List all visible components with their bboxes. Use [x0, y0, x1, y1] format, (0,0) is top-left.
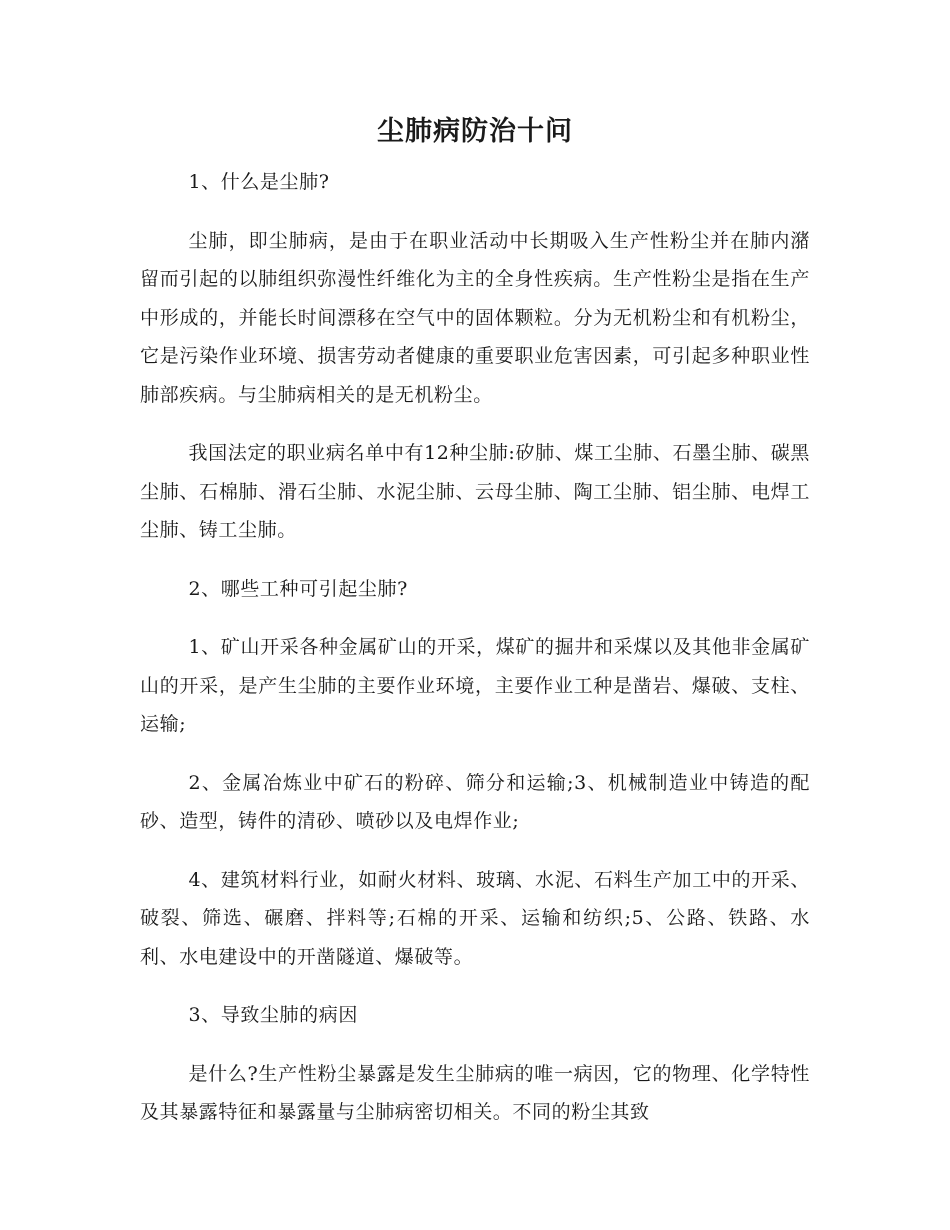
question-heading-2: 2、哪些工种可引起尘肺?	[188, 577, 408, 600]
answer-paragraph-types: 我国法定的职业病名单中有12种尘肺:矽肺、煤工尘肺、石墨尘肺、碳黑尘肺、石棉肺、滑石尘肺、水泥尘肺、云母尘肺、陶工尘肺、铝尘肺、电焊工尘肺、铸工尘肺。	[140, 442, 810, 541]
answer-paragraph-mining: 1、矿山开采各种金属矿山的开采，煤矿的掘井和采煤以及其他非金属矿山的开采，是产生尘肺的主要作业环境，主要作业工种是凿岩、爆破、支柱、运输;	[140, 636, 810, 735]
question-heading-1: 1、什么是尘肺?	[188, 171, 330, 193]
document-body	[140, 163, 810, 1152]
answer-paragraph-cause: 是什么?生产性粉尘暴露是发生尘肺病的唯一病因，它的物理、化学特性及其暴露特征和暴露量与尘肺病密切相关。不同的粉尘其致	[140, 1062, 810, 1123]
answer-paragraph-metallurgy: 2、金属冶炼业中矿石的粉碎、筛分和运输;3、机械制造业中铸造的配砂、造型，铸件的清砂、喷砂以及电焊作业;	[140, 771, 810, 832]
answer-paragraph-definition: 尘肺，即尘肺病，是由于在职业活动中长期吸入生产性粉尘并在肺内潴留而引起的以肺组织弥漫性纤维化为主的全身性疾病。生产性粉尘是指在生产中形成的，并能长时间漂移在空气中的固体颗粒。分为无机粉尘和有机粉尘，它是污染作业环境、损害劳动者健康的重要职业危害因素，可引起多种职业性肺部疾病。与尘肺病相关的是无机粉尘。	[140, 229, 810, 406]
question-heading-3: 3、导致尘肺的病因	[188, 1004, 358, 1026]
document-title: 尘肺病防治十问	[377, 116, 573, 147]
answer-paragraph-construction: 4、建筑材料行业，如耐火材料、玻璃、水泥、石料生产加工中的开采、破裂、筛选、碾磨、拌料等;石棉的开采、运输和纺织;5、公路、铁路、水利、水电建设中的开凿隧道、爆破等。	[140, 868, 810, 968]
